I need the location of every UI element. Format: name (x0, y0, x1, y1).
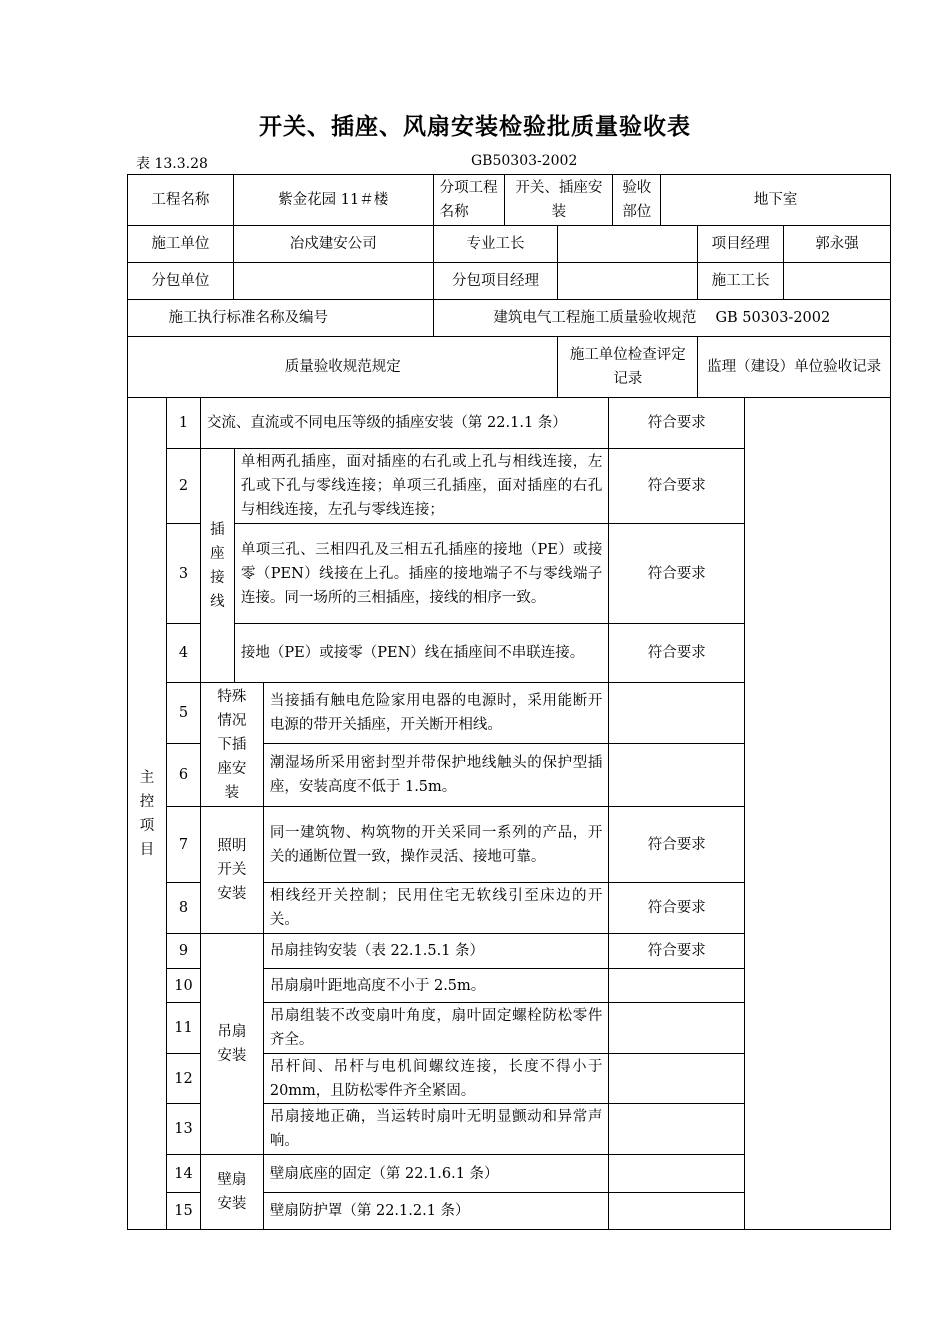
item-number: 2 (166, 449, 200, 524)
item-number: 6 (166, 744, 200, 807)
item-result[interactable] (609, 1193, 745, 1230)
sub-pm-label: 分包项目经理 (433, 263, 558, 300)
inspection-part-label: 验收部位 (613, 175, 661, 226)
item-text: 吊杆间、吊杆与电机间螺纹连接，长度不得小于 20mm，且防松零件齐全紧固。 (263, 1054, 609, 1104)
subcontractor-label: 分包单位 (128, 263, 234, 300)
item-number: 4 (166, 624, 200, 683)
item-number: 8 (166, 883, 200, 934)
project-name-label: 工程名称 (128, 175, 234, 226)
site-foreman-value[interactable] (784, 263, 891, 300)
group-wall-fan: 壁扇安装 (200, 1155, 263, 1230)
item-number: 9 (166, 934, 200, 969)
item-text: 吊扇扇叶距地高度不小于 2.5m。 (263, 969, 609, 1003)
item-text: 当接插有触电危险家用电器的电源时，采用能断开电源的带开关插座，开关断开相线。 (263, 683, 609, 744)
item-result[interactable] (609, 1054, 745, 1104)
item-text: 潮湿场所采用密封型并带保护地线触头的保护型插座，安装高度不低于 1.5m。 (263, 744, 609, 807)
table-row (128, 398, 891, 449)
supervisor-label: 监理（建设）单位验收记录 (698, 337, 891, 398)
standard-label: 施工执行标准名称及编号 (128, 300, 434, 337)
group-ceiling-fan: 吊扇安装 (200, 934, 263, 1155)
main-control-label: 主控项目 (128, 398, 167, 1230)
item-text: 交流、直流或不同电压等级的插座安装（第 22.1.1 条） (200, 398, 608, 449)
item-result[interactable] (609, 1003, 745, 1054)
subitem-value[interactable]: 开关、插座安装 (505, 175, 613, 226)
item-text: 吊扇组装不改变扇叶角度，扇叶固定螺栓防松零件齐全。 (263, 1003, 609, 1054)
standard-number: GB50303-2002 (471, 153, 578, 169)
item-result[interactable]: 符合要求 (609, 524, 745, 624)
item-number: 7 (166, 807, 200, 883)
foreman-label: 专业工长 (433, 226, 558, 263)
subcontractor-value[interactable] (233, 263, 433, 300)
item-text: 吊扇接地正确，当运转时扇叶无明显颤动和异常声响。 (263, 1104, 609, 1155)
item-text: 接地（PE）或接零（PEN）线在插座间不串联连接。 (234, 624, 608, 683)
item-result[interactable]: 符合要求 (609, 807, 745, 883)
item-text: 单项三孔、三相四孔及三相五孔插座的接地（PE）或接零（PEN）线接在上孔。插座的接地端子不与零线端子连接。同一场所的三相插座，接线的相序一致。 (234, 524, 608, 624)
subitem-label: 分项工程名称 (433, 175, 505, 226)
spec-label: 质量验收规范规定 (128, 337, 558, 398)
project-manager-value[interactable]: 郭永强 (784, 226, 891, 263)
header-table (127, 174, 891, 398)
item-result[interactable] (609, 683, 745, 744)
contractor-label: 施工单位 (128, 226, 234, 263)
item-text: 相线经开关控制；民用住宅无软线引至床边的开关。 (263, 883, 609, 934)
item-number: 1 (166, 398, 200, 449)
item-number: 10 (166, 969, 200, 1003)
item-number: 12 (166, 1054, 200, 1104)
item-text: 壁扇底座的固定（第 22.1.6.1 条） (263, 1155, 609, 1193)
main-control-table (127, 397, 891, 1230)
item-number: 14 (166, 1155, 200, 1193)
sub-pm-value[interactable] (558, 263, 698, 300)
item-text: 壁扇防护罩（第 22.1.2.1 条） (263, 1193, 609, 1230)
item-text: 吊扇挂钩安装（表 22.1.5.1 条） (263, 934, 609, 969)
item-number: 5 (166, 683, 200, 744)
item-text: 同一建筑物、构筑物的开关采同一系列的产品，开关的通断位置一致，操作灵活、接地可靠。 (263, 807, 609, 883)
group-socket-wiring: 插座接线 (200, 449, 234, 683)
item-text: 单相两孔插座，面对插座的右孔或上孔与相线连接，左孔或下孔与零线连接；单项三孔插座，面对插座的右孔与相线连接，左孔与零线连接； (234, 449, 608, 524)
contractor-value[interactable]: 冶戍建安公司 (233, 226, 433, 263)
group-light-switch: 照明开关安装 (200, 807, 263, 934)
foreman-value[interactable] (558, 226, 698, 263)
item-result[interactable]: 符合要求 (609, 883, 745, 934)
form-number: 表 13.3.28 (136, 156, 208, 172)
supervisor-record[interactable] (745, 398, 891, 1230)
contractor-check-label: 施工单位检查评定记录 (558, 337, 698, 398)
site-foreman-label: 施工工长 (698, 263, 784, 300)
item-result[interactable] (609, 1104, 745, 1155)
item-result[interactable] (609, 1155, 745, 1193)
inspection-part-value[interactable]: 地下室 (661, 175, 891, 226)
item-number: 15 (166, 1193, 200, 1230)
item-number: 11 (166, 1003, 200, 1054)
standard-value[interactable]: 建筑电气工程施工质量验收规范 GB 50303-2002 (433, 300, 890, 337)
project-name-value[interactable]: 紫金花园 11＃楼 (233, 175, 433, 226)
item-result[interactable]: 符合要求 (609, 934, 745, 969)
item-result[interactable]: 符合要求 (609, 398, 745, 449)
item-result[interactable]: 符合要求 (609, 449, 745, 524)
group-special-socket: 特殊情况下插座安装 (200, 683, 263, 807)
form-title: 开关、插座、风扇安装检验批质量验收表 (259, 113, 691, 140)
item-number: 13 (166, 1104, 200, 1155)
item-result[interactable]: 符合要求 (609, 624, 745, 683)
item-number: 3 (166, 524, 200, 624)
project-manager-label: 项目经理 (698, 226, 784, 263)
item-result[interactable] (609, 969, 745, 1003)
item-result[interactable] (609, 744, 745, 807)
